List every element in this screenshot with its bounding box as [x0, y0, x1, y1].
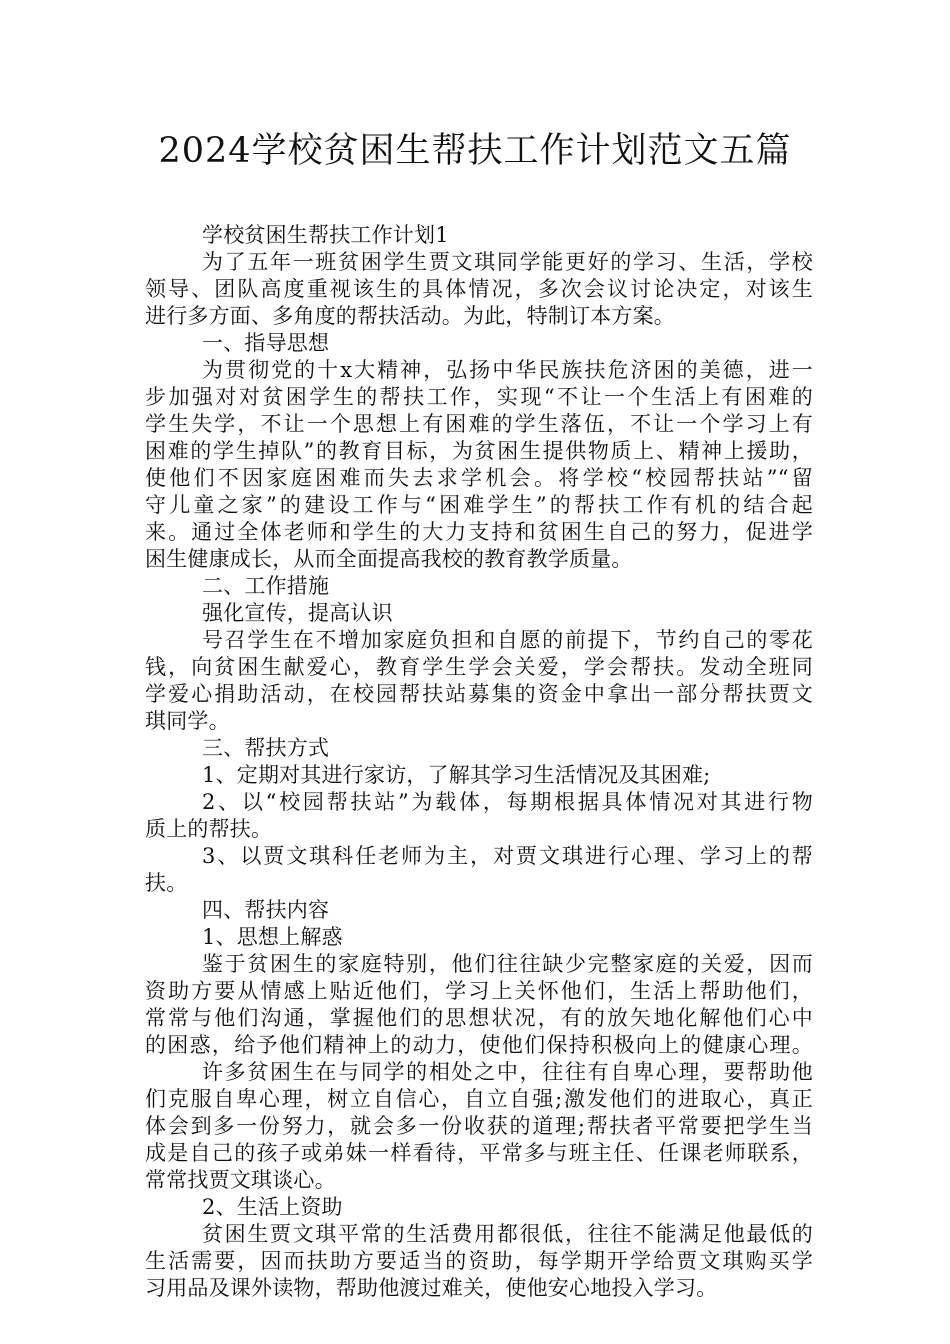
text-line: 的困惑，给予他们精神上的动力，使他们保持积极向上的健康心理。: [145, 1033, 813, 1057]
text-line: 三、帮扶方式: [202, 736, 330, 760]
text-line: 学爱心捐助活动，在校园帮扶站募集的资金中拿出一部分帮扶贾文: [145, 682, 813, 706]
text-line: 困生健康成长，从而全面提高我校的教育教学质量。: [145, 547, 633, 571]
text-line: 许多贫困生在与同学的相处之中，往往有自卑心理，要帮助他: [202, 1060, 813, 1084]
text-line: 领导、团队高度重视该生的具体情况，多次会议讨论决定，对该生: [145, 277, 813, 301]
text-line: 为贯彻党的十x大精神，弘扬中华民族扶危济困的美德，进一: [202, 358, 813, 382]
text-line: 常常与他们沟通，掌握他们的思想状况，有的放矢地化解他们心中: [145, 1006, 813, 1030]
text-line: 2、以“校园帮扶站”为载体，每期根据具体情况对其进行物: [202, 790, 813, 814]
text-line: 体会到多一份努力，就会多一份收获的道理;帮扶者平常要把学生当: [145, 1114, 813, 1138]
text-line: 守儿童之家”的建设工作与“困难学生”的帮扶工作有机的结合起: [145, 493, 813, 517]
document-title: 2024学校贫困生帮扶工作计划范文五篇: [158, 131, 792, 171]
text-line: 困难的学生掉队”的教育目标，为贫困生提供物质上、精神上援助，: [145, 439, 813, 463]
text-line: 四、帮扶内容: [202, 898, 330, 922]
text-line: 学生失学，不让一个思想上有困难的学生落伍，不让一个学习上有: [145, 412, 813, 436]
text-line: 鉴于贫困生的家庭特别，他们往往缺少完整家庭的关爱，因而: [202, 952, 813, 976]
text-line: 们克服自卑心理，树立自信心，自立自强;激发他们的进取心，真正: [145, 1087, 813, 1111]
text-line: 为了五年一班贫困学生贾文琪同学能更好的学习、生活，学校: [202, 250, 813, 274]
text-line: 号召学生在不增加家庭负担和自愿的前提下，节约自己的零花: [202, 628, 813, 652]
text-line: 步加强对对贫困学生的帮扶工作，实现“不让一个生活上有困难的: [145, 385, 813, 409]
text-line: 1、定期对其进行家访，了解其学习生活情况及其困难;: [202, 763, 711, 787]
text-line: 进行多方面、多角度的帮扶活动。为此，特制订本方案。: [145, 304, 675, 328]
text-line: 2、生活上资助: [202, 1195, 343, 1219]
text-line: 成是自己的孩子或弟妹一样看待，平常多与班主任、任课老师联系，: [145, 1141, 813, 1165]
text-line: 二、工作措施: [202, 574, 330, 598]
text-line: 习用品及课外读物，帮助他渡过难关，使他安心地投入学习。: [145, 1276, 718, 1300]
text-line: 强化宣传，提高认识: [202, 601, 393, 625]
text-line: 1、思想上解惑: [202, 925, 343, 949]
text-line: 一、指导思想: [202, 331, 330, 355]
text-line: 钱，向贫困生献爱心，教育学生学会关爱，学会帮扶。发动全班同: [145, 655, 813, 679]
text-line: 来。通过全体老师和学生的大力支持和贫困生自己的努力，促进学: [145, 520, 813, 544]
text-line: 生活需要，因而扶助方要适当的资助，每学期开学给贾文琪购买学: [145, 1249, 813, 1273]
text-line: 质上的帮扶。: [145, 817, 273, 841]
text-line: 资助方要从情感上贴近他们，学习上关怀他们，生活上帮助他们，: [145, 979, 813, 1003]
text-line: 贫困生贾文琪平常的生活费用都很低，往往不能满足他最低的: [202, 1222, 813, 1246]
text-line: 学校贫困生帮扶工作计划1: [202, 223, 449, 247]
text-line: 使他们不因家庭困难而失去求学机会。将学校“校园帮扶站”“留: [145, 466, 813, 490]
text-line: 扶。: [145, 871, 188, 895]
text-line: 常常找贾文琪谈心。: [145, 1168, 336, 1192]
document-body: [145, 222, 813, 1302]
text-line: 琪同学。: [145, 709, 230, 733]
text-line: 3、以贾文琪科任老师为主，对贾文琪进行心理、学习上的帮: [202, 844, 813, 868]
